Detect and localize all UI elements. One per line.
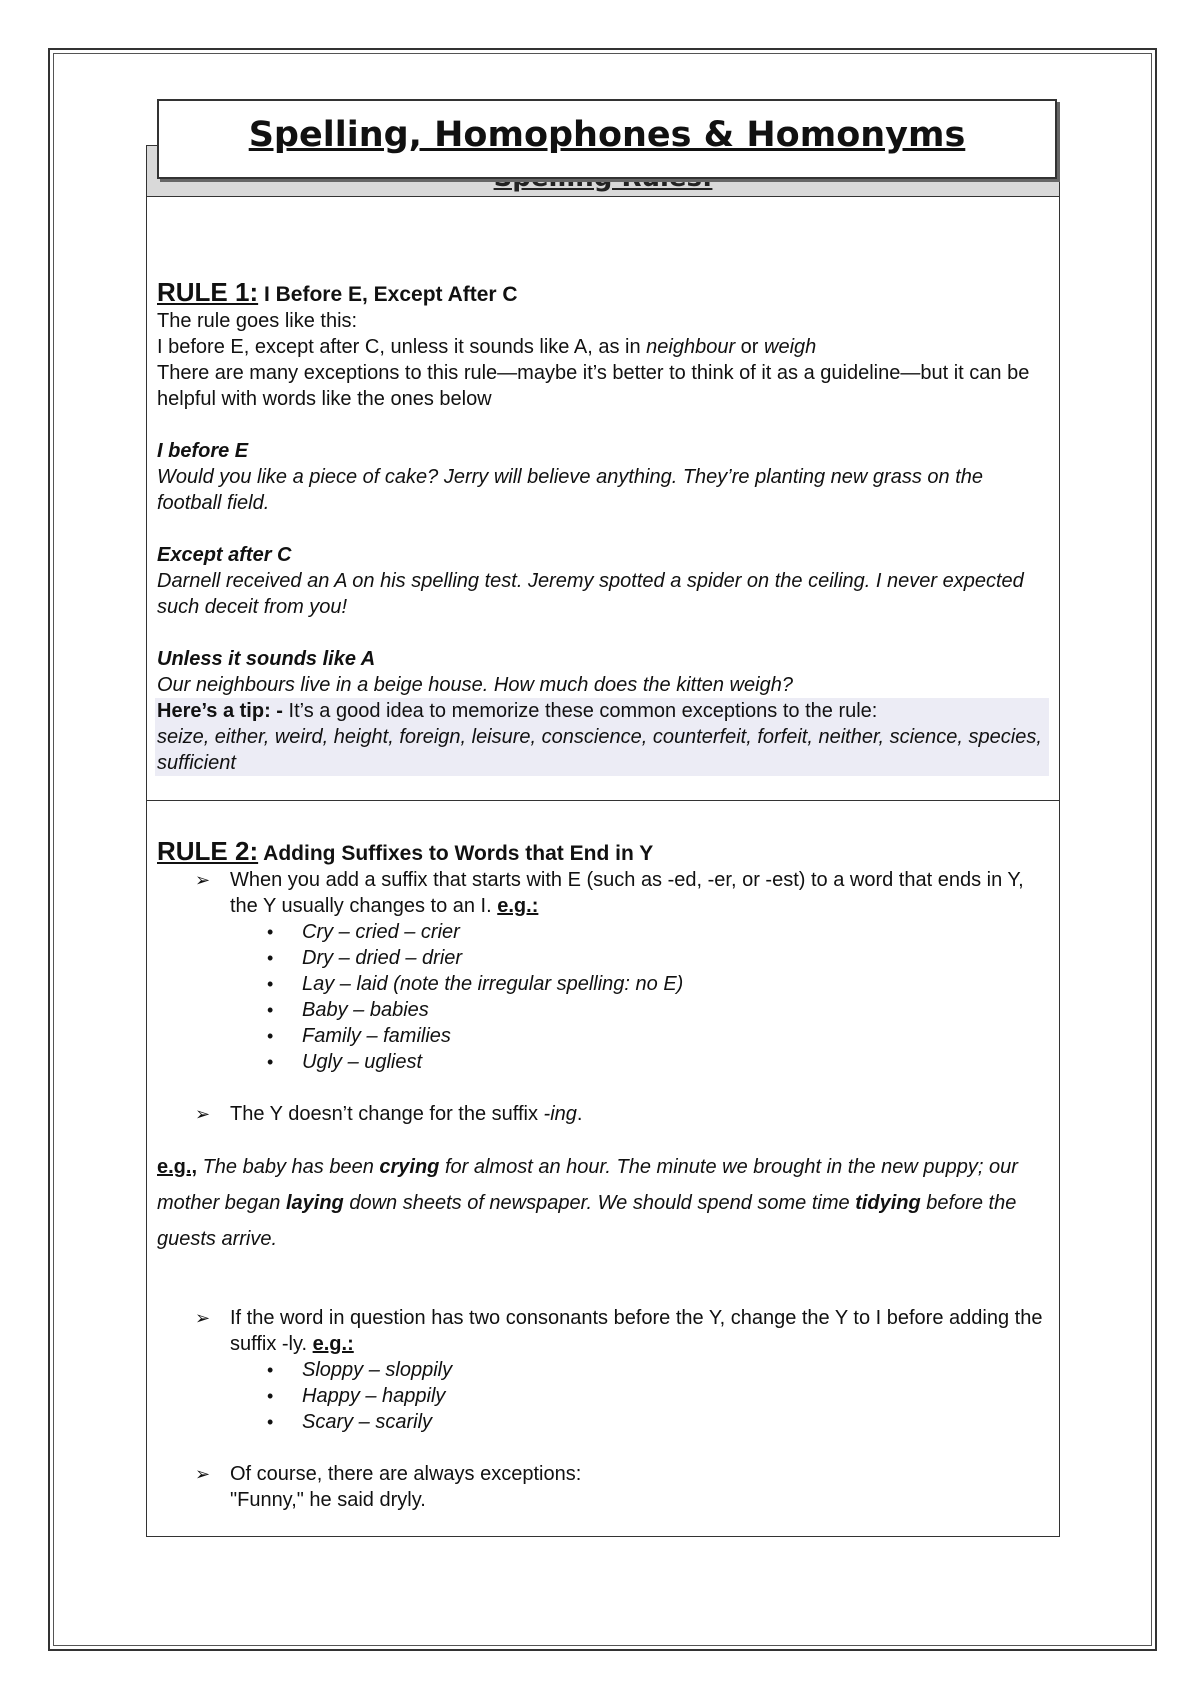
list-item-text: Sloppy – sloppily <box>302 1359 453 1381</box>
rule2-label: RULE 2: <box>157 836 259 866</box>
rule2-eg-label: e.g.: <box>312 1333 354 1355</box>
eg-text: for almost an hour. The minute we brought in the new puppy; our mother began <box>157 1156 1018 1214</box>
arrow-bullet-icon: ➢ <box>195 1308 211 1328</box>
ibefore-example: Would you like a piece of cake? Jerry will believe anything. They’re planting new grass on the football field. <box>157 466 983 514</box>
list-item-text: Ugly – ugliest <box>302 1051 423 1073</box>
eg-text: down sheets of newspaper. We should spend some time <box>343 1192 856 1214</box>
unless-example: Our neighbours live in a beige house. How much does the kitten weigh? <box>157 674 793 696</box>
eg-text: The baby has been <box>197 1156 380 1178</box>
list-item <box>157 1023 1047 1049</box>
unless-heading: Unless it sounds like A <box>157 648 376 670</box>
rule2-section <box>157 838 1047 1513</box>
tip-text: It’s a good idea to memorize these common exceptions to the rule: <box>288 700 878 722</box>
eg-word: crying <box>379 1156 440 1178</box>
suffix-example-list <box>157 919 1047 1075</box>
list-item <box>157 1049 1047 1075</box>
row-divider <box>147 800 1059 801</box>
rule2-point4-quote: "Funny," he said dryly. <box>230 1489 426 1511</box>
rule1-intro3: There are many exceptions to this rule—maybe it’s better to think of it as a guideline—but it can be helpful with words like the ones below <box>157 362 1030 410</box>
tip-label: Here’s a tip: - <box>157 700 289 722</box>
eg-text: before the guests arrive. <box>157 1192 1017 1250</box>
tip-box <box>155 698 1049 776</box>
bullet-icon: • <box>267 1360 274 1380</box>
list-item-text: Baby – babies <box>302 999 429 1021</box>
rule1-intro2-text: I before E, except after C, unless it sounds like A, as in <box>157 336 647 358</box>
arrow-bullet-icon: ➢ <box>195 1104 211 1124</box>
rule2-point4 <box>157 1461 1047 1513</box>
ibefore-heading: I before E <box>157 440 249 462</box>
arrow-bullet-icon: ➢ <box>195 1464 211 1484</box>
list-item-text: Cry – cried – crier <box>302 921 460 943</box>
list-item <box>157 1357 1047 1383</box>
rule2-point2-text: The Y doesn’t change for the suffix <box>230 1103 544 1125</box>
list-item <box>157 919 1047 945</box>
rule1-section <box>157 279 1047 776</box>
tip-line <box>157 698 1049 724</box>
bullet-icon: • <box>267 1386 274 1406</box>
rule1-intro2-word1: neighbour <box>646 336 736 358</box>
eg-word: laying <box>285 1192 344 1214</box>
list-item <box>157 1383 1047 1409</box>
list-item <box>157 945 1047 971</box>
rule1-intro2-or: or <box>735 336 765 358</box>
rule2-eg-label: e.g.: <box>497 895 539 917</box>
list-item-text: Dry – dried – drier <box>302 947 463 969</box>
rule2-point2-suffix: -ing <box>543 1103 577 1125</box>
rule2-point3 <box>157 1305 1047 1357</box>
rule2-point1-text: When you add a suffix that starts with E (such as -ed, -er, or -est) to a word that ends in Y, the Y usually changes to an I. <box>230 869 1024 917</box>
list-item-text: Lay – laid (note the irregular spelling: no E) <box>302 973 684 995</box>
rule2-point4-text: Of course, there are always exceptions: <box>230 1463 582 1485</box>
bullet-icon: • <box>267 974 274 994</box>
page-title: Spelling, Homophones & Homonyms <box>248 115 966 155</box>
bullet-icon: • <box>267 948 274 968</box>
rule2-heading <box>157 838 1047 867</box>
except-heading: Except after C <box>157 544 292 566</box>
eg-word: tidying <box>855 1192 921 1214</box>
tip-words: seize, either, weird, height, foreign, leisure, conscience, counterfeit, forfeit, neither, science, species, sufficient <box>157 726 1042 774</box>
rule2-title: Adding Suffixes to Words that End in Y <box>258 842 654 865</box>
rule2-eg-paragraph <box>157 1149 1047 1257</box>
eg-label: e.g., <box>157 1156 198 1178</box>
rule1-intro1: The rule goes like this: <box>157 310 358 332</box>
list-item <box>157 1409 1047 1435</box>
rule1-heading <box>157 279 1047 308</box>
list-item-text: Scary – scarily <box>302 1411 433 1433</box>
except-example: Darnell received an A on his spelling test. Jeremy spotted a spider on the ceiling. I never expected such deceit from you! <box>157 570 1024 618</box>
title-box <box>157 99 1057 179</box>
rule1-label: RULE 1: <box>157 277 259 307</box>
list-item <box>157 971 1047 997</box>
ly-example-list <box>157 1357 1047 1435</box>
rule2-point2-period: . <box>576 1103 583 1125</box>
rule2-point1 <box>157 867 1047 919</box>
rule2-point3-text: If the word in question has two consonants before the Y, change the Y to I before adding the suffix -ly. <box>230 1307 1043 1355</box>
rule2-point2 <box>157 1101 1047 1127</box>
list-item-text: Family – families <box>302 1025 451 1047</box>
bullet-icon: • <box>267 1026 274 1046</box>
list-item <box>157 997 1047 1023</box>
bullet-icon: • <box>267 1000 274 1020</box>
arrow-bullet-icon: ➢ <box>195 870 211 890</box>
list-item-text: Happy – happily <box>302 1385 446 1407</box>
rule1-intro2-word2: weigh <box>764 336 817 358</box>
bullet-icon: • <box>267 1412 274 1432</box>
rule1-title: I Before E, Except After C <box>258 283 518 306</box>
bullet-icon: • <box>267 1052 274 1072</box>
rule1-intro2 <box>157 334 1047 360</box>
bullet-icon: • <box>267 922 274 942</box>
